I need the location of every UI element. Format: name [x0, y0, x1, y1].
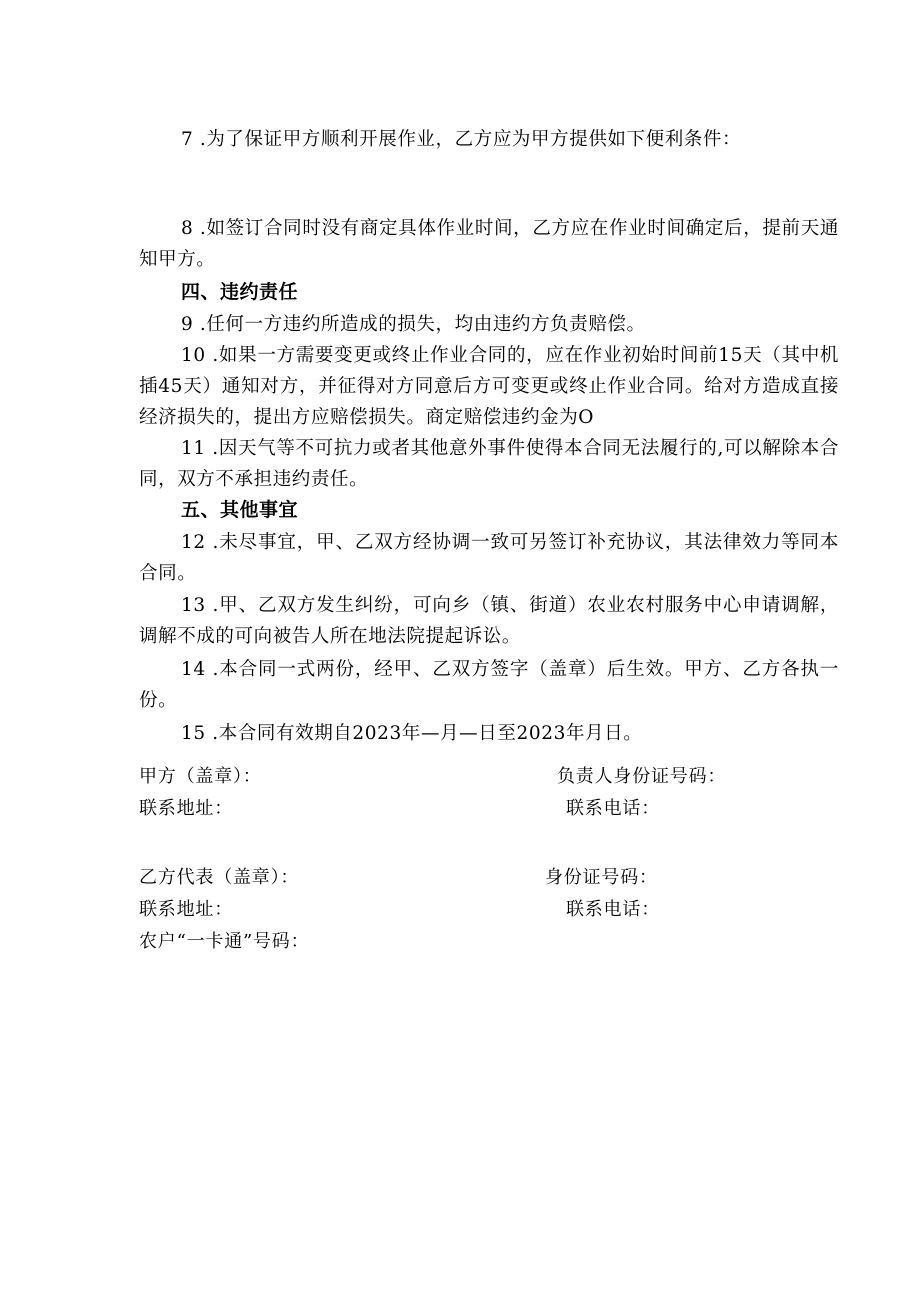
party-a-phone-label: 联系电话： [566, 798, 660, 819]
clause-7: 7 .为了保证甲方顺利开展作业，乙方应为甲方提供如下便利条件： [181, 129, 742, 150]
clause-12: 12 .未尽事宜，甲、乙双方经协调一致可另签订补充协议，其法律效力等同本合同。 [139, 532, 839, 584]
section-heading-other: 五、其他事宜 [181, 499, 299, 521]
party-b-id-label: 身份证号码： [545, 867, 658, 888]
clause-8: 8 .如签订合同时没有商定具体作业时间，乙方应在作业时间确定后，提前天通知甲方。 [139, 218, 839, 270]
farmer-card-label: 农户“一卡通”号码： [139, 931, 310, 952]
party-b-address-label: 联系地址： [139, 899, 233, 920]
clause-14: 14 .本合同一式两份，经甲、乙双方签字（盖章）后生效。甲方、乙方各执一份。 [139, 659, 839, 711]
section-heading-breach: 四、违约责任 [181, 281, 299, 303]
clause-9: 9 .任何一方违约所造成的损失，均由违约方负责赔偿。 [181, 314, 646, 335]
party-b-phone-label: 联系电话： [566, 899, 660, 920]
clause-10: 10 .如果一方需要变更或终止作业合同的，应在作业初始时间前15天（其中机插45天）通知对方，并征得对方同意后方可变更或终止作业合同。给对方造成直接经济损失的，提出方应赔偿损失。商定赔偿违约金为O [139, 345, 839, 428]
clause-11: 11 .因天气等不可抗力或者其他意外事件使得本合同无法履行的,可以解除本合同，双方不承担违约责任。 [139, 438, 839, 490]
responsible-id-label: 负责人身份证号码： [557, 766, 727, 787]
clause-15: 15 .本合同有效期自2023年—月—日至2023年月日。 [181, 723, 643, 744]
party-a-seal-label: 甲方（盖章）： [139, 766, 262, 787]
clause-13: 13 .甲、乙双方发生纠纷，可向乡（镇、街道）农业农村服务中心申请调解，调解不成的可向被告人所在地法院提起诉讼。 [139, 595, 839, 647]
party-b-seal-label: 乙方代表（盖章）： [139, 867, 300, 888]
party-a-address-label: 联系地址： [139, 798, 233, 819]
